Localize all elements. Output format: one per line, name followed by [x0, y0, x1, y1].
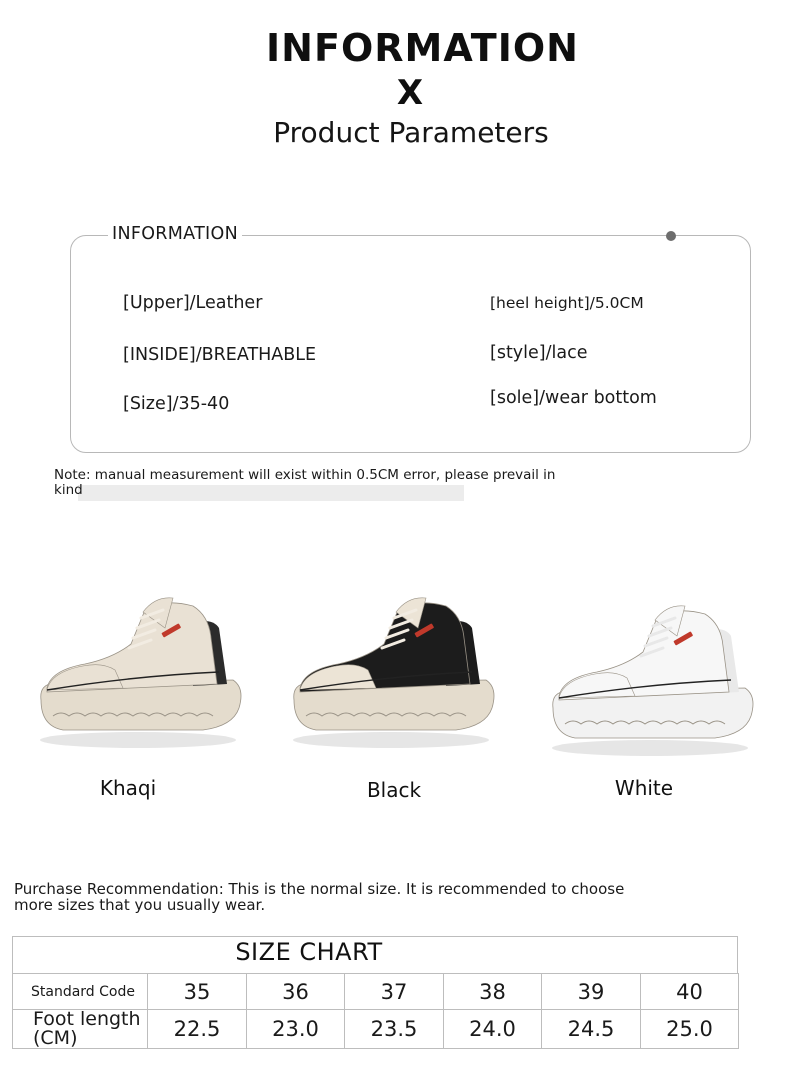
shoe-khaqi-image — [33, 588, 243, 758]
param-inside: [INSIDE]/BREATHABLE — [123, 345, 317, 365]
dot-icon — [666, 231, 676, 241]
size-code-cell: 40 — [641, 974, 739, 1010]
foot-length-cell: 24.0 — [444, 1010, 542, 1049]
foot-length-cell: 24.5 — [542, 1010, 641, 1049]
param-upper: [Upper]/Leather — [123, 293, 263, 313]
size-code-cell: 36 — [247, 974, 345, 1010]
row-label-standard-code: Standard Code — [13, 974, 148, 1010]
foot-length-cell: 23.5 — [345, 1010, 444, 1049]
page-title: INFORMATION — [266, 26, 579, 70]
foot-length-cell: 22.5 — [148, 1010, 247, 1049]
color-label-black: Black — [366, 778, 422, 802]
size-code-cell: 38 — [444, 974, 542, 1010]
size-chart-title — [12, 936, 738, 974]
param-style: [style]/lace — [490, 343, 588, 363]
shoe-black-image — [286, 588, 496, 758]
param-sole: [sole]/wear bottom — [490, 388, 657, 408]
color-label-khaqi: Khaqi — [99, 776, 157, 800]
foot-length-cell: 23.0 — [247, 1010, 345, 1049]
param-size: [Size]/35-40 — [123, 394, 230, 414]
size-code-cell: 39 — [542, 974, 641, 1010]
table-row — [13, 1010, 739, 1049]
size-chart-table — [12, 973, 739, 1049]
information-box — [70, 235, 751, 453]
foot-length-cell: 25.0 — [641, 1010, 739, 1049]
purchase-recommendation: Purchase Recommendation: This is the normal size. It is recommended to choose more sizes that you usually wear. — [14, 880, 625, 914]
size-chart-title-text: SIZE CHART — [235, 938, 383, 966]
size-code-cell: 35 — [148, 974, 247, 1010]
param-heel-height: [heel height]/5.0CM — [490, 294, 644, 312]
color-label-white: White — [614, 776, 674, 800]
measurement-note: Note: manual measurement will exist within 0.5CM error, please prevail in kind — [54, 467, 556, 498]
information-label: INFORMATION — [108, 224, 242, 244]
table-row — [13, 974, 739, 1010]
size-code-cell: 37 — [345, 974, 444, 1010]
title-x: X — [396, 73, 424, 113]
page-subtitle: Product Parameters — [273, 116, 549, 149]
shoe-white-image — [545, 596, 755, 766]
row-label-foot-length: Foot length (CM) — [13, 1010, 148, 1049]
